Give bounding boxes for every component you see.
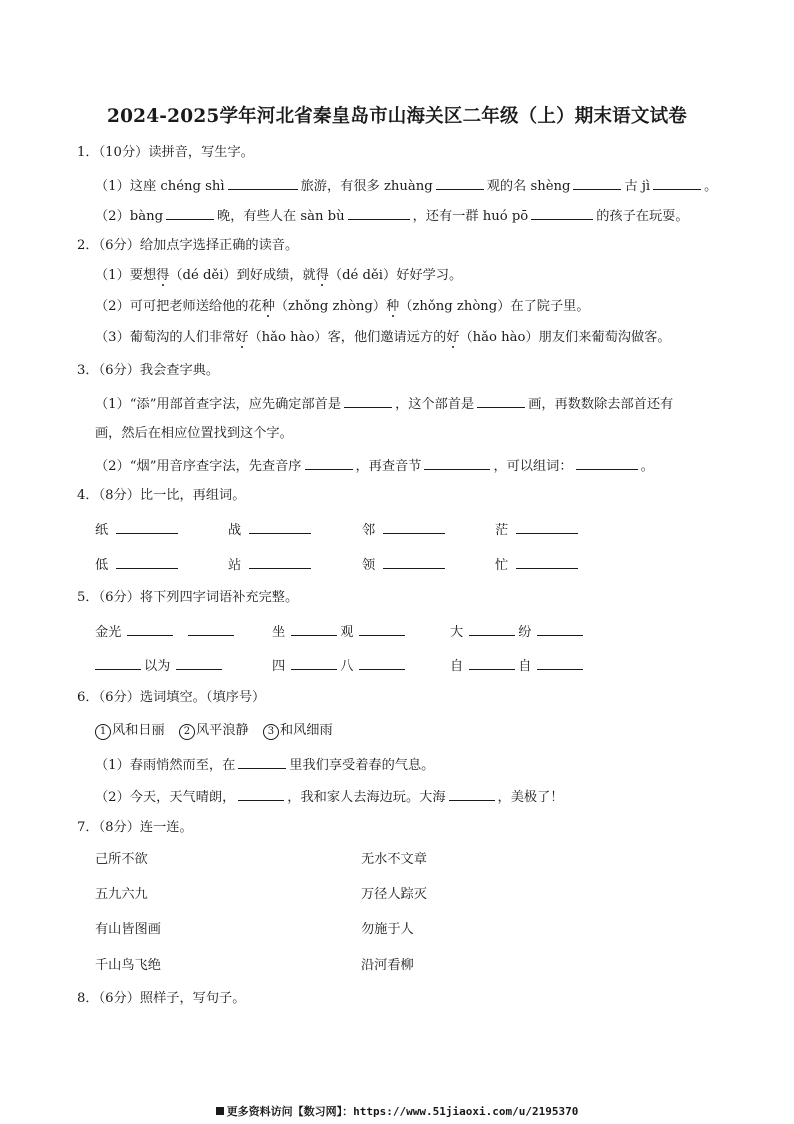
answer-blank[interactable]: [537, 622, 583, 636]
match-right-item[interactable]: 万径人踪灭: [361, 887, 427, 902]
question-6-line-2: （2）今天，天气晴朗， ，我和家人去海边玩。大海 ，美极了！: [95, 787, 563, 807]
answer-blank[interactable]: [249, 555, 311, 569]
compare-item: 纸: [95, 520, 181, 540]
question-3-line-1-continued: 画，然后在相应位置找到这个字。: [95, 426, 293, 441]
answer-blank[interactable]: [238, 755, 286, 769]
match-left-item[interactable]: 千山鸟飞绝: [95, 958, 161, 973]
word-options: [95, 722, 333, 740]
option-2: 2 风平浪静: [179, 723, 249, 738]
answer-blank[interactable]: [436, 176, 484, 190]
answer-blank[interactable]: [516, 555, 578, 569]
answer-blank[interactable]: [573, 176, 621, 190]
answer-blank[interactable]: [291, 656, 337, 670]
question-2-line-3: （3）葡萄沟的人们非常好（hǎo hào）客，他们邀请远方的好（hǎo hào）朋友们来葡萄沟做客。: [95, 330, 671, 345]
question-4-heading: 4．（8分）比一比，再组词。: [77, 488, 246, 503]
question-2-line-2: （2）可可把老师送给他的花种（zhǒng zhòng）种（zhǒng zhòng）在了院子里。: [95, 299, 590, 314]
match-right-item[interactable]: 沿河看柳: [361, 958, 414, 973]
compare-item: 站: [228, 555, 314, 575]
answer-blank[interactable]: [116, 520, 178, 534]
question-1-line-2: （2）bàng 晚，有些人在 sàn bù ，还有一群 huó pō 的孩子在玩耍。: [95, 206, 689, 226]
question-7-heading: 7．（8分）连一连。: [77, 820, 193, 835]
compare-item: 低: [95, 555, 181, 575]
question-6-line-1: （1）春雨悄然而至，在 里我们享受着春的气息。: [95, 755, 434, 775]
question-8-heading: 8．（6分）照样子，写句子。: [77, 991, 246, 1006]
question-6-heading: 6．（6分）选词填空。（填序号）: [77, 690, 266, 705]
option-1: 1 风和日丽: [95, 723, 165, 738]
answer-blank[interactable]: [653, 176, 701, 190]
match-left-item[interactable]: 有山皆图画: [95, 922, 161, 937]
answer-blank[interactable]: [469, 656, 515, 670]
question-3-line-1: （1）“添”用部首查字法，应先确定部首是 ，这个部首是 画，再数数除去部首还有: [95, 394, 673, 414]
question-2-line-1: （1）要想得（dé děi）到好成绩，就得（dé děi）好好学习。: [95, 268, 463, 283]
answer-blank[interactable]: [449, 787, 495, 801]
idiom-item: 大 纷: [450, 622, 586, 642]
answer-blank[interactable]: [305, 456, 353, 470]
option-3: 3 和风细雨: [263, 723, 333, 738]
answer-blank[interactable]: [531, 206, 593, 220]
compare-item: 领: [362, 555, 448, 575]
match-right-item[interactable]: 勿施于人: [361, 922, 414, 937]
answer-blank[interactable]: [344, 394, 392, 408]
answer-blank[interactable]: [359, 622, 405, 636]
match-left-item[interactable]: 己所不欲: [95, 852, 148, 867]
question-5-heading: 5．（6分）将下列四字词语补充完整。: [77, 590, 299, 605]
answer-blank[interactable]: [95, 656, 141, 670]
question-1-heading: 1．（10分）读拼音，写生字。: [77, 145, 254, 160]
answer-blank[interactable]: [249, 520, 311, 534]
question-3-line-2: （2）“烟”用音序查字法，先查音序 ，再查音节 ，可以组词： 。: [95, 456, 654, 476]
question-1-line-1: （1）这座 chéng shì 旅游，有很多 zhuàng 观的名 shèng 古 jì 。: [95, 176, 717, 196]
answer-blank[interactable]: [127, 622, 173, 636]
answer-blank[interactable]: [576, 456, 638, 470]
answer-blank[interactable]: [188, 622, 234, 636]
compare-item: 茫: [495, 520, 581, 540]
answer-blank[interactable]: [359, 656, 405, 670]
answer-blank[interactable]: [238, 787, 284, 801]
question-3-heading: 3．（6分）我会查字典。: [77, 363, 220, 378]
idiom-item: 坐 观: [272, 622, 408, 642]
answer-blank[interactable]: [348, 206, 410, 220]
footer-link[interactable]: 更多资料访问【数习网】：https://www.51jiaoxi.com/u/2195370: [0, 1103, 794, 1119]
question-2-heading: 2．（6分）给加点字选择正确的读音。: [77, 238, 299, 253]
flag-icon: [216, 1107, 224, 1115]
match-right-item[interactable]: 无水不文章: [361, 852, 427, 867]
answer-blank[interactable]: [176, 656, 222, 670]
answer-blank[interactable]: [383, 520, 445, 534]
compare-item: 战: [228, 520, 314, 540]
answer-blank[interactable]: [469, 622, 515, 636]
match-left-item[interactable]: 五九六九: [95, 887, 148, 902]
answer-blank[interactable]: [383, 555, 445, 569]
answer-blank[interactable]: [424, 456, 490, 470]
idiom-item: 以为: [95, 656, 225, 676]
answer-blank[interactable]: [291, 622, 337, 636]
answer-blank[interactable]: [477, 394, 525, 408]
answer-blank[interactable]: [537, 656, 583, 670]
idiom-item: 金光: [95, 622, 237, 642]
answer-blank[interactable]: [516, 520, 578, 534]
answer-blank[interactable]: [116, 555, 178, 569]
idiom-item: 自 自: [450, 656, 586, 676]
compare-item: 邻: [362, 520, 448, 540]
answer-blank[interactable]: [228, 176, 298, 190]
compare-item: 忙: [495, 555, 581, 575]
idiom-item: 四 八: [272, 656, 408, 676]
page-title: 2024-2025学年河北省秦皇岛市山海关区二年级（上）期末语文试卷: [107, 106, 687, 127]
answer-blank[interactable]: [166, 206, 214, 220]
